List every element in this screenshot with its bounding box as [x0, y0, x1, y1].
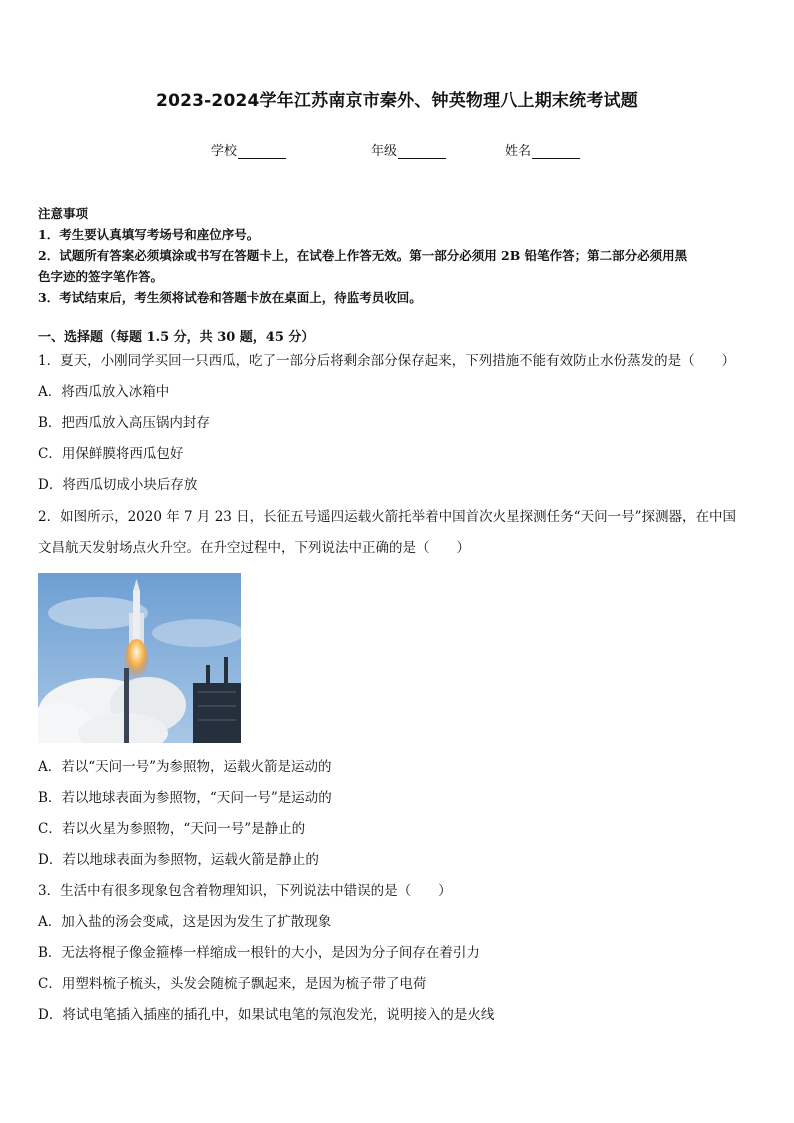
school-blank [238, 145, 286, 159]
notes-heading: 注意事项 [38, 206, 89, 221]
option-d: D．若以地球表面为参照物，运载火箭是静止的 [38, 852, 319, 868]
question-2-options [38, 752, 758, 876]
school-field [211, 140, 286, 159]
grade-label: 年级 [371, 144, 398, 159]
rocket-launch-photo [38, 573, 241, 743]
page-title: 2023-2024学年江苏南京市秦外、钟英物理八上期末统考试题 [156, 91, 638, 111]
option-c: C．用保鲜膜将西瓜包好 [38, 446, 184, 462]
section-title: 一、选择题（每题 1.5 分，共 30 题，45 分） [38, 330, 315, 345]
grade-blank [398, 145, 446, 159]
student-info-row [0, 140, 794, 160]
option-c: C．若以火星为参照物，“天问一号”是静止的 [38, 821, 306, 837]
question-stem: 1．夏天，小刚同学买回一只西瓜，吃了一部分后将剩余部分保存起来，下列措施不能有效防止水份蒸发的是（ ） [38, 353, 736, 369]
option-b: B．无法将棍子像金箍棒一样缩成一根针的大小，是因为分子间存在着引力 [38, 945, 480, 961]
school-label: 学校 [211, 144, 238, 159]
note-item-2: 2．试题所有答案必须填涂或书写在答题卡上，在试卷上作答无效。第一部分必须用 2B 铅笔作答；第二部分必须用黑 [38, 248, 688, 263]
question-stem: 2．如图所示，2020 年 7 月 23 日，长征五号遥四运载火箭托举着中国首次火星探测任务“天问一号”探测器，在中国 [38, 509, 736, 525]
option-a: A．将西瓜放入冰箱中 [38, 384, 170, 400]
notes-block [38, 203, 758, 308]
option-d: D．将西瓜切成小块后存放 [38, 477, 198, 493]
option-b: B．把西瓜放入高压锅内封存 [38, 415, 210, 431]
question-1 [38, 346, 758, 501]
question-stem-cont: 文昌航天发射场点火升空。在升空过程中，下列说法中正确的是（ ） [38, 540, 470, 556]
option-d: D．将试电笔插入插座的插孔中，如果试电笔的氖泡发光，说明接入的是火线 [38, 1007, 495, 1023]
note-item-3: 3．考试结束后，考生须将试卷和答题卡放在桌面上，待监考员收回。 [38, 290, 422, 305]
option-b: B．若以地球表面为参照物，“天问一号”是运动的 [38, 790, 332, 806]
option-c: C．用塑料梳子梳头，头发会随梳子飘起来，是因为梳子带了电荷 [38, 976, 427, 992]
grade-field [371, 140, 446, 159]
note-item-2-cont: 色字迹的签字笔作答。 [38, 269, 164, 284]
name-label: 姓名 [505, 144, 532, 159]
name-blank [532, 145, 580, 159]
note-item-1: 1．考生要认真填写考场号和座位序号。 [38, 227, 260, 242]
option-a: A．加入盐的汤会变咸，这是因为发生了扩散现象 [38, 914, 332, 930]
question-3 [38, 876, 758, 1031]
option-a: A．若以“天问一号”为参照物，运载火箭是运动的 [38, 759, 332, 775]
question-stem: 3．生活中有很多现象包含着物理知识，下列说法中错误的是（ ） [38, 883, 452, 899]
question-2 [38, 502, 758, 564]
name-field [505, 140, 580, 159]
